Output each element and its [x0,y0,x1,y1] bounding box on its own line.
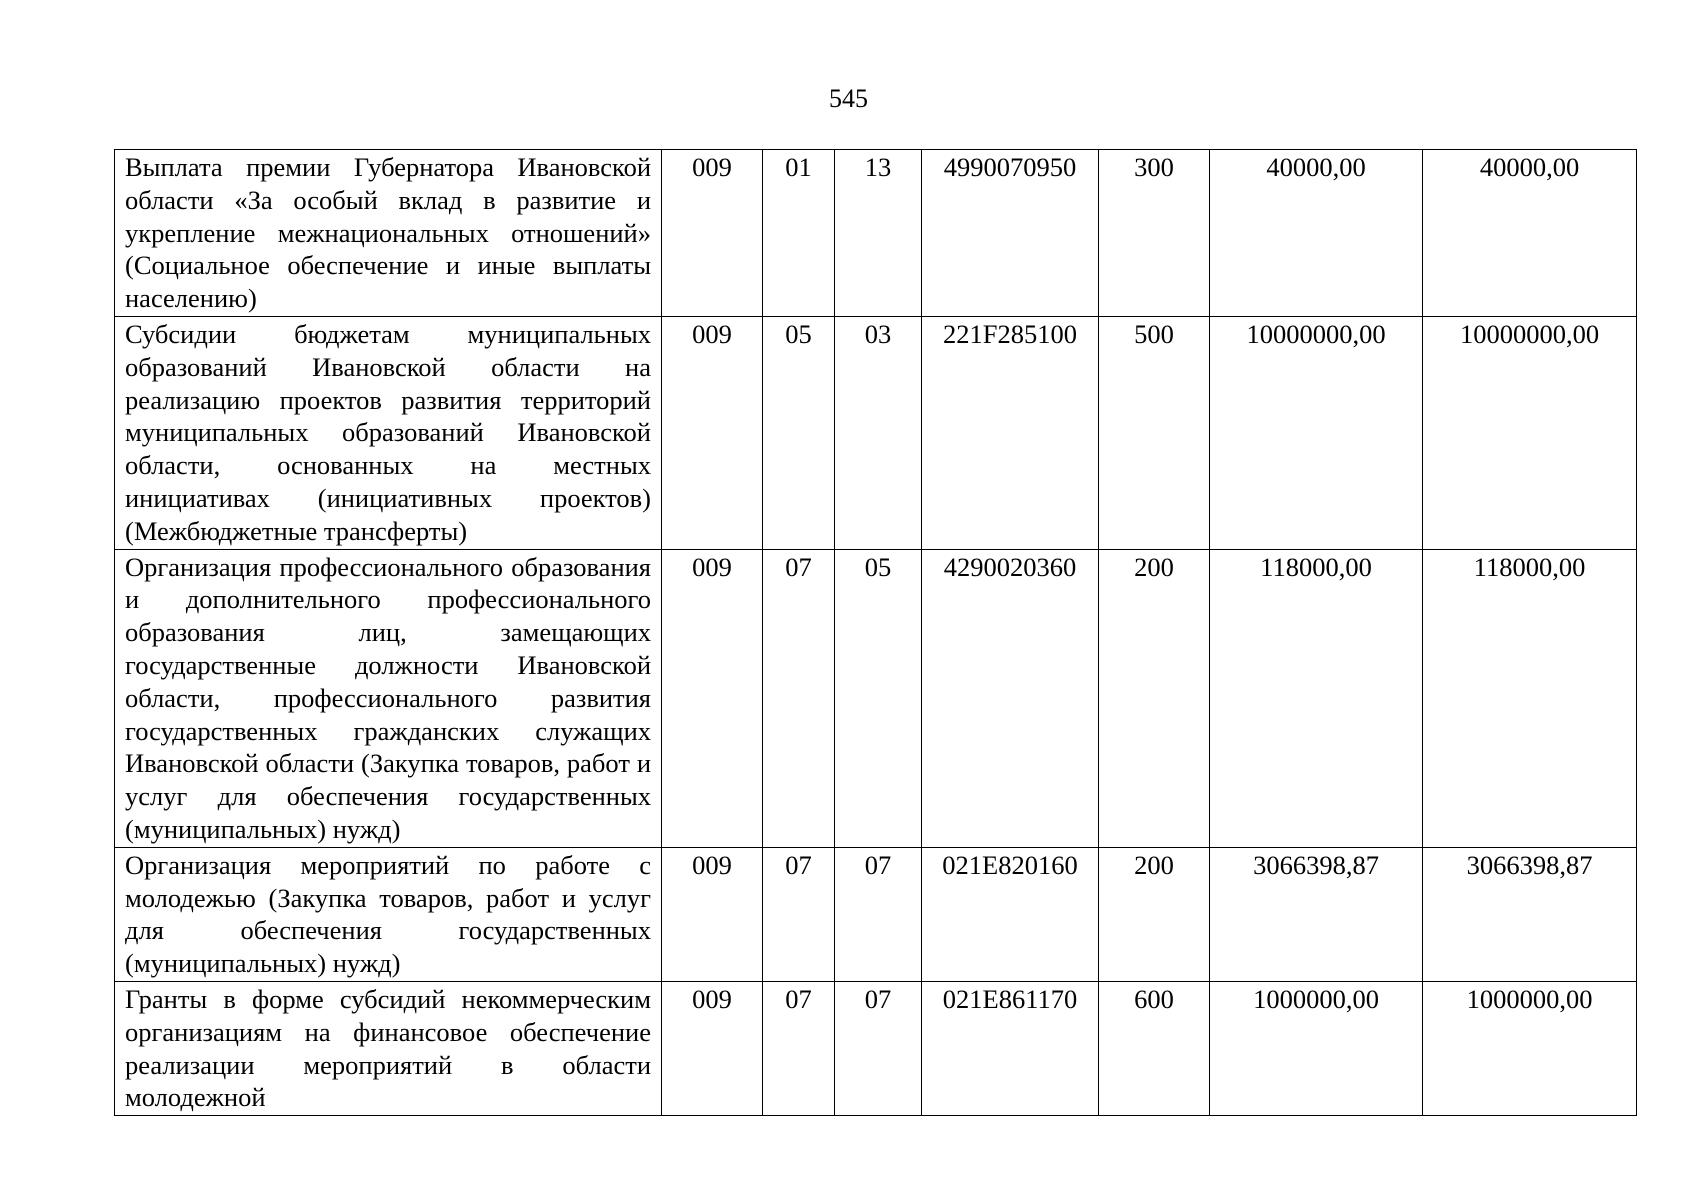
target-article-code: 021E820160 [922,847,1099,981]
ministry-code: 009 [662,847,763,981]
amount-year2: 3066398,87 [1423,847,1637,981]
table-row [115,981,1637,1115]
row-description: Гранты в форме субсидий некоммерческим организациям на финансовое обеспечение реализации мероприятий в области молодежной [115,981,662,1115]
budget-table [114,149,1637,1116]
row-description: Организация мероприятий по работе с молодежью (Закупка товаров, работ и услуг для обеспечения государственных (муниципальных) нужд) [115,847,662,981]
amount-year1: 3066398,87 [1210,847,1423,981]
amount-year1: 10000000,00 [1210,316,1423,549]
row-description: Выплата премии Губернатора Ивановской области «За особый вклад в развитие и укрепление межнациональных отношений» (Социальное обеспечение и иные выплаты населению) [115,150,662,317]
table-row [115,549,1637,847]
ministry-code: 009 [662,549,763,847]
section-code: 01 [763,150,835,317]
amount-year2: 118000,00 [1423,549,1637,847]
section-code: 07 [763,549,835,847]
ministry-code: 009 [662,316,763,549]
section-code: 07 [763,981,835,1115]
expense-type-code: 200 [1099,847,1210,981]
subsection-code: 05 [835,549,922,847]
subsection-code: 13 [835,150,922,317]
amount-year2: 10000000,00 [1423,316,1637,549]
amount-year1: 1000000,00 [1210,981,1423,1115]
amount-year1: 118000,00 [1210,549,1423,847]
expense-type-code: 600 [1099,981,1210,1115]
target-article-code: 021E861170 [922,981,1099,1115]
amount-year1: 40000,00 [1210,150,1423,317]
target-article-code: 4290020360 [922,549,1099,847]
subsection-code: 07 [835,981,922,1115]
expense-type-code: 300 [1099,150,1210,317]
ministry-code: 009 [662,150,763,317]
amount-year2: 40000,00 [1423,150,1637,317]
subsection-code: 07 [835,847,922,981]
page-number: 545 [829,84,868,113]
expense-type-code: 200 [1099,549,1210,847]
expense-type-code: 500 [1099,316,1210,549]
target-article-code: 4990070950 [922,150,1099,317]
table-row [115,316,1637,549]
ministry-code: 009 [662,981,763,1115]
row-description: Организация профессионального образования и дополнительного профессионального образования лиц, замещающих государственные должности Ивановской области, профессионального развития государственных гражданских служащих Ивановской области (Закупка товаров, работ и услуг для обеспечения государственных (муниципальных) нужд) [115,549,662,847]
table-row [115,847,1637,981]
amount-year2: 1000000,00 [1423,981,1637,1115]
table-row [115,150,1637,317]
target-article-code: 221F285100 [922,316,1099,549]
subsection-code: 03 [835,316,922,549]
section-code: 07 [763,847,835,981]
section-code: 05 [763,316,835,549]
row-description: Субсидии бюджетам муниципальных образований Ивановской области на реализацию проектов развития территорий муниципальных образований Ивановской области, основанных на местных инициативах (инициативных проектов) (Межбюджетные трансферты) [115,316,662,549]
